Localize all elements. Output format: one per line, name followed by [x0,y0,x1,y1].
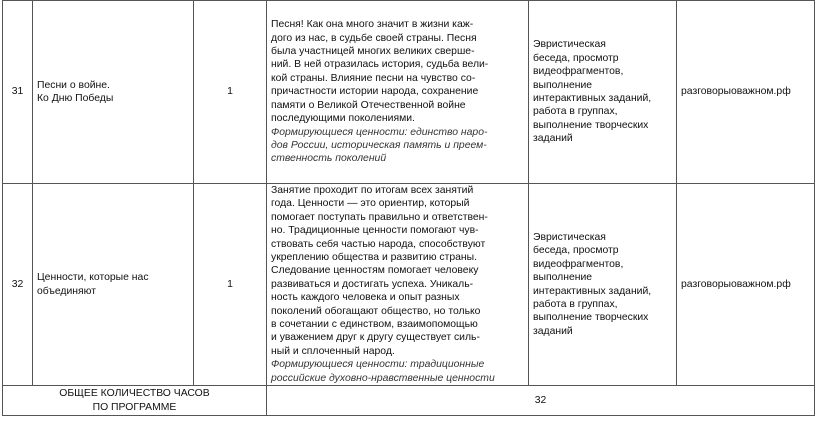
content-values: Формирующиеся ценности: единство наро- дов России, историческая память и преем- ственность поколений [271,126,488,165]
lesson-plan-table [2,0,815,416]
resource-link[interactable]: разговорыоважном.рф [677,184,815,386]
lesson-content [267,184,529,386]
row-number: 32 [3,184,33,386]
resource-link[interactable]: разговорыоважном.рф [677,1,815,184]
lesson-topic: Ценности, которые нас объединяют [33,184,194,386]
content-values: Формирующиеся ценности: традиционные российские духовно-нравственные ценности [271,359,495,384]
lesson-hours: 1 [194,184,267,386]
lesson-hours: 1 [194,1,267,184]
total-row [3,386,815,416]
content-text: Песня! Как она много значит в жизни каж- дого из нас, в судьбе своей страны. Песня была участницей многих великих сверше- ний. В ней отразилась история, судьба вели- кой страны. Влияние песни на чувство со- причастности истории народа, сохранение памяти о Великой Отечественной войне последующими поколениями. [271,19,489,125]
table-row [3,1,815,184]
activity-forms: Эвристическая беседа, просмотр видеофрагментов, выполнение интерактивных заданий, работа в группах, выполнение творческих заданий [529,184,677,386]
lesson-topic: Песни о войне. Ко Дню Победы [33,1,194,184]
table-row [3,184,815,386]
content-text: Занятие проходит по итогам всех занятий года. Ценности — это ориентир, который помогает поступать правильно и ответствен- но. Традиционные ценности помогают чув- ствовать себя частью народа, способствуют укреплению общества и развитию страны. Следование ценностям помогает человеку развиваться и достигать успеха. Уникаль- ность каждого человека и опыт разных поколений обогащают общество, но только в сочетании с единством, взаимопомощью и уважением друг к другу существует силь- ный и сплоченный народ. [271,185,488,357]
activity-forms: Эвристическая беседа, просмотр видеофрагментов, выполнение интерактивных заданий, работа в группах, выполнение творческих заданий [529,1,677,184]
row-number: 31 [3,1,33,184]
total-hours-label: ОБЩЕЕ КОЛИЧЕСТВО ЧАСОВ ПО ПРОГРАММЕ [3,386,267,416]
total-hours-value: 32 [267,386,815,416]
lesson-content [267,1,529,184]
